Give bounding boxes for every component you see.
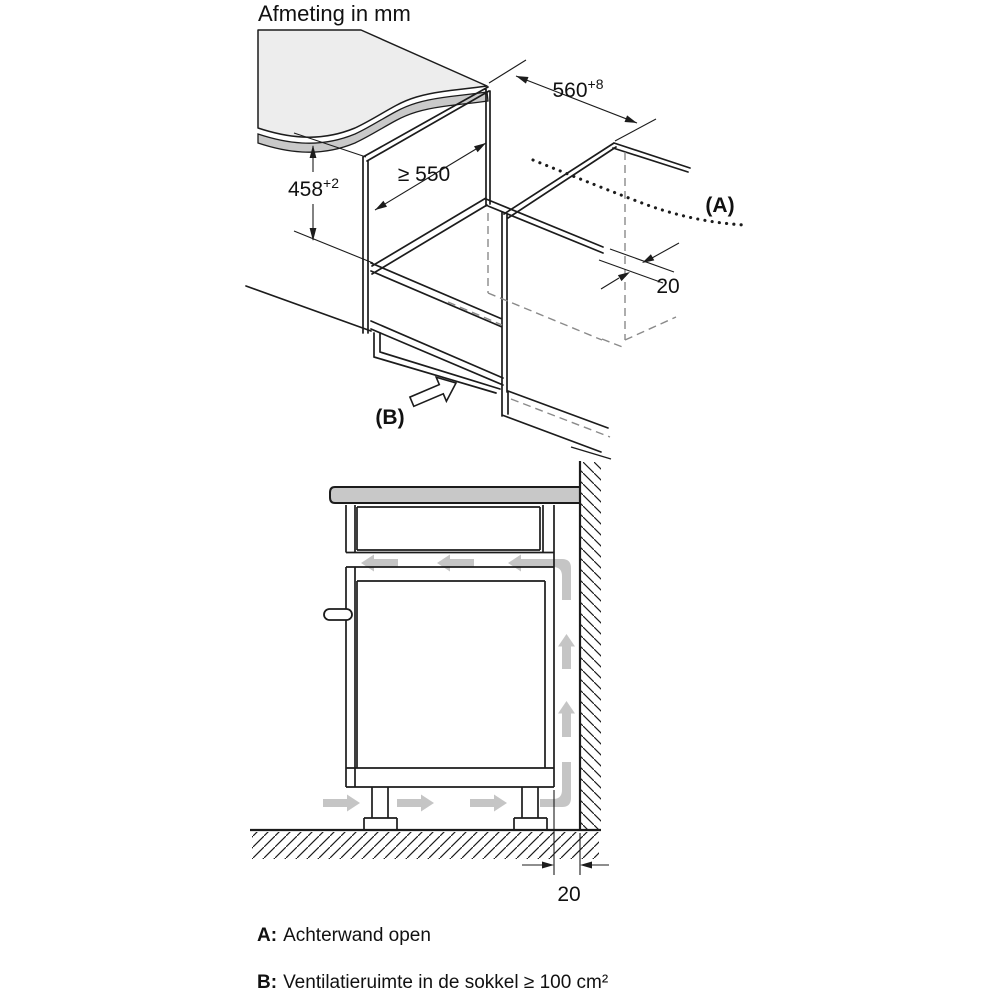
airflow-arrow-up-1 — [558, 634, 575, 669]
wall-gap-arrowheads — [542, 862, 592, 869]
note-a — [257, 925, 431, 947]
marker-b-label: (B) — [375, 406, 405, 429]
airflow-arrow-right-1 — [323, 795, 360, 812]
marker-a-label: (A) — [705, 194, 735, 217]
iso-niche-diagram — [246, 30, 744, 452]
airflow-arrow-right-2 — [397, 795, 434, 812]
side-view-ventilation-diagram — [250, 447, 611, 906]
dim-width-label: $560^{+8}$ — [552, 76, 604, 102]
wall-hatch — [581, 462, 601, 829]
dim-height-label: $458^{+2}$ — [288, 175, 340, 201]
marker-b-arrow-icon — [410, 377, 456, 406]
worktop-side — [330, 487, 580, 503]
oven-handle — [324, 609, 352, 620]
airflow-arrows — [323, 555, 575, 812]
note-b-text: Ventilatieruimte in de sokkel ≥ 100 cm² — [283, 972, 609, 993]
page-title: Afmeting in mm — [258, 1, 411, 26]
airflow-arrow-left-2 — [437, 555, 474, 572]
note-a-text: Achterwand open — [283, 925, 431, 946]
niche-outline-lines — [246, 87, 690, 452]
cabinet-side-outline — [346, 505, 554, 829]
airflow-arrow-left-1 — [361, 555, 398, 572]
dim-wall-gap-label: 20 — [557, 883, 581, 906]
hidden-edge-dashed-lines — [448, 152, 676, 437]
note-b — [257, 972, 608, 994]
floor-hatch — [252, 832, 599, 859]
note-a-prefix: A: — [257, 925, 278, 946]
note-b-prefix: B: — [257, 972, 278, 993]
airflow-arrow-right-3 — [470, 795, 507, 812]
airflow-arrow-up-2 — [558, 701, 575, 737]
airflow-arrow-corner-top — [508, 555, 571, 601]
dim-back-gap-label: 20 — [656, 275, 680, 298]
dim-depth-label: ≥ 550 — [397, 163, 451, 186]
